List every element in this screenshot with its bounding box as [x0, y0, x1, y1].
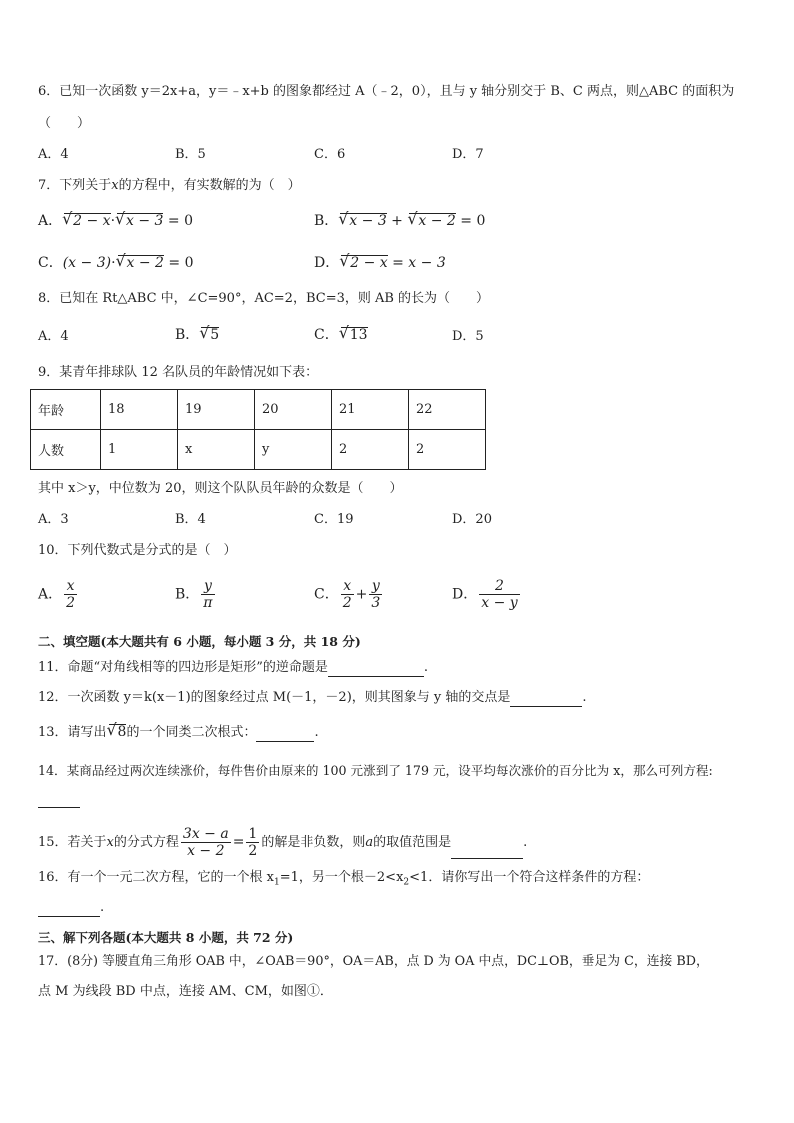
q9-option-b: B．4 [175, 512, 206, 527]
answer-blank[interactable] [510, 692, 582, 707]
table-row [31, 430, 486, 470]
table-cell: 21 [332, 390, 409, 430]
q7-option-b: B．√ x − 3 + √ x − 2 = 0 [314, 212, 485, 230]
table-cell: x [178, 430, 255, 470]
table-cell: y [255, 430, 332, 470]
q9-stem: 9．某青年排球队 12 名队员的年龄情况如下表： [38, 365, 319, 380]
q6-option-b: B．5 [175, 147, 206, 162]
answer-blank[interactable] [328, 662, 424, 677]
q9-condition: 其中 x＞y，中位数为 20，则这个队队员年龄的众数是（ ） [38, 481, 403, 496]
q7-stem: 7．下列关于x的方程中，有实数解的为（ ） [38, 178, 301, 193]
q6-stem: 6．已知一次函数 y＝2x+a，y＝﹣x+b 的图象都经过 A（﹣2，0），且与 y 轴分别交于 B、C 两点，则△ABC 的面积为 [38, 84, 735, 99]
q9-option-d: D．20 [452, 512, 492, 527]
q15-stem: 15．若关于x的分式方程 $\frac{3x - a}{x - 2}$ = $\frac{1}{2}$ 的解是非负数，则a的取值范围是 . [38, 826, 528, 859]
q8-option-c: C．√ 13 [314, 326, 368, 344]
q7-option-c: C．(x − 3)·√ x − 2 = 0 [38, 254, 194, 272]
section-3-heading: 三、解下列各题(本大题共 8 小题，共 72 分) [38, 930, 294, 945]
q8-option-b: B．√ 5 [175, 326, 219, 344]
q6-option-a: A．4 [38, 147, 69, 162]
q8-option-d: D．5 [452, 329, 484, 344]
answer-blank[interactable] [256, 727, 314, 742]
q11-stem: 11．命题“对角线相等的四边形是矩形”的逆命题是 . [38, 660, 428, 675]
q6-option-d: D．7 [452, 147, 484, 162]
table-row [31, 390, 486, 430]
age-table [30, 389, 486, 470]
q17-line2: 点 M 为线段 BD 中点，连接 AM、CM，如图①． [38, 984, 333, 999]
q8-stem: 8．已知在 Rt△ABC 中，∠C=90°，AC=2，BC=3，则 AB 的长为（ ） [38, 291, 490, 306]
q13-stem: 13．请写出√ 8的一个同类二次根式： . [38, 724, 319, 742]
table-cell: 20 [255, 390, 332, 430]
answer-blank[interactable] [451, 844, 523, 859]
q7-option-d: D．√ 2 − x = x − 3 [314, 254, 446, 272]
q7-option-a: A．√ 2 − x·√ x − 3 = 0 [38, 212, 193, 230]
q16-answer-line: . [38, 899, 104, 917]
q10-option-b: B． $\frac{y}{\pi}$ [175, 578, 213, 611]
q6-paren: （ ） [38, 116, 91, 131]
table-cell: 1 [101, 430, 178, 470]
q10-option-a: A． $\frac{x}{2}$ [38, 578, 76, 611]
q16-stem: 16．有一个一元二次方程，它的一个根 $x_1=1$，另一个根$-2<x_2<1$．请你写出一个符合这样条件的方程： [38, 870, 650, 888]
table-cell: 22 [409, 390, 486, 430]
q10-stem: 10．下列代数式是分式的是（ ） [38, 543, 237, 558]
table-cell: 18 [101, 390, 178, 430]
table-cell: 2 [332, 430, 409, 470]
q9-option-c: C．19 [314, 512, 354, 527]
q14-answer-blank[interactable] [38, 793, 80, 808]
q8-option-a: A．4 [38, 329, 69, 344]
q6-option-c: C．6 [314, 147, 346, 162]
q9-option-a: A．3 [38, 512, 69, 527]
table-cell: 2 [409, 430, 486, 470]
q10-option-c: C． $\frac{x}{2}$ + $\frac{y}{3}$ [314, 578, 381, 611]
table-cell: 人数 [31, 430, 101, 470]
section-2-heading: 二、填空题(本大题共有 6 小题，每小题 3 分，共 18 分) [38, 634, 361, 649]
q17-line1: 17．(8分) 等腰直角三角形 OAB 中，∠OAB＝90°，OA＝AB，点 D 为 OA 中点，DC⊥OB，垂足为 C，连接 BD， [38, 954, 709, 969]
table-cell: 年龄 [31, 390, 101, 430]
q14-stem: 14．某商品经过两次连续涨价，每件售价由原来的 100 元涨到了 179 元，设平均每次涨价的百分比为 x，那么可列方程: [38, 763, 713, 778]
answer-blank[interactable] [38, 902, 100, 917]
table-cell: 19 [178, 390, 255, 430]
q10-option-d: D． $\frac{2}{x - y}$ [452, 578, 518, 611]
q12-stem: 12．一次函数 y＝k(x－1)的图象经过点 M(－1，－2)，则其图象与 y 轴的交点是 . [38, 690, 587, 705]
